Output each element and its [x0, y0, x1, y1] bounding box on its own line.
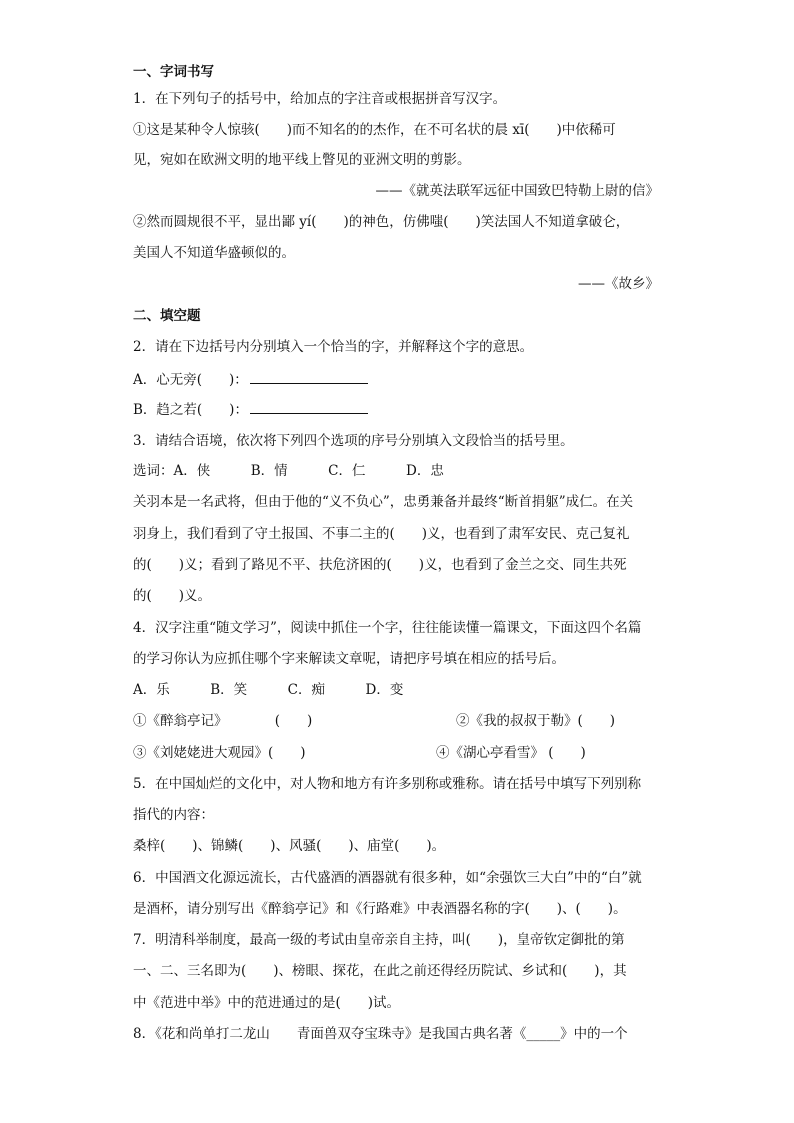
question-2-item-b-label: B．趋之若( )： [133, 402, 248, 418]
section-title-word-writing: 一、字词书写 [133, 64, 214, 80]
question-2-item-a [133, 371, 368, 388]
question-4-item-2: ②《我的叔叔于勒》( ) [456, 713, 616, 729]
question-1-sentence-2-line-1: ②然而圆规很不平，显出鄙 yí( )的神色，仿佛嗤( )笑法国人不知道拿破仑， [133, 214, 630, 230]
question-3-options: 选词：A．侠 B．情 C．仁 D．忠 [133, 463, 444, 479]
question-1-sentence-2-source: ——《故乡》 [578, 276, 659, 292]
question-1-sentence-2-line-2: 美国人不知道华盛顿似的。 [133, 245, 295, 261]
question-3-passage-line-3: 的( )义；看到了路见不平、扶危济困的( )义，也看到了金兰之交、同生共死 [133, 557, 627, 573]
question-5-prompt-line-1: 5．在中国灿烂的文化中，对人物和地方有许多别称或雅称。请在括号中填写下列别称 [133, 776, 642, 792]
question-4-prompt-line-2: 的学习你认为应抓住哪个字来解读文章呢，请把序号填在相应的括号后。 [133, 651, 565, 667]
question-6-line-2: 是酒杯，请分别写出《醉翁亭记》和《行路难》中表酒器名称的字( )、( )。 [133, 901, 627, 917]
question-1-sentence-1-line-2: 见，宛如在欧洲文明的地平线上瞥见的亚洲文明的剪影。 [133, 152, 471, 168]
question-1-prompt: 1．在下列句子的括号中，给加点的字注音或根据拼音写汉字。 [133, 91, 507, 107]
question-1-sentence-1-line-1: ①这是某种令人惊骇( )而不知名的的杰作，在不可名状的晨 xī( )中依稀可 [133, 122, 616, 138]
question-4-item-4: ④《湖心亭看雪》 ( ) [436, 745, 586, 761]
question-3-passage-line-2: 羽身上，我们看到了守土报国、不事二主的( )义，也看到了肃军安民、克己复礼 [133, 526, 630, 542]
answer-blank-line[interactable] [250, 371, 368, 384]
question-7-line-1: 7．明清科举制度，最高一级的考试由皇帝亲自主持，叫( )，皇帝钦定御批的第 [133, 932, 625, 948]
question-4-options: A．乐 B．笑 C．痴 D．变 [133, 682, 404, 698]
question-1-sentence-1-source: ——《就英法联军远征中国致巴特勒上尉的信》 [375, 183, 659, 199]
section-title-fill-blanks: 二、填空题 [133, 308, 201, 324]
question-3-passage-line-4: 的( )义。 [133, 588, 212, 604]
question-4-prompt-line-1: 4．汉字注重“随文学习”，阅读中抓住一个字，往往能读懂一篇课文，下面这四个名篇 [133, 620, 642, 636]
question-2-item-a-label: A．心无旁( )： [133, 372, 248, 388]
question-5-items: 桑梓( )、锦鳞( )、风骚( )、庙堂( )。 [133, 838, 446, 854]
question-5-prompt-line-2: 指代的内容： [133, 807, 214, 823]
question-7-line-2: 一、二、三名即为( )、榜眼、探花，在此之前还得经历院试、乡试和( )，其 [133, 963, 627, 979]
question-6-line-1: 6．中国酒文化源远流长，古代盛酒的酒器就有很多种，如“余强饮三大白”中的“白”就 [133, 870, 642, 886]
question-7-line-3: 中《范进中举》中的范进通过的是( )试。 [133, 995, 401, 1011]
question-4-item-3: ③《刘姥姥进大观园》( ) [133, 745, 306, 761]
question-3-passage-line-1: 关羽本是一名武将，但由于他的“义不负心”，忠勇兼备并最终“断首捐躯”成仁。在关 [133, 494, 634, 510]
question-3-prompt: 3．请结合语境，依次将下列四个选项的序号分别填入文段恰当的括号里。 [133, 433, 574, 449]
question-4-item-1: ①《醉翁亭记》 ( ) [133, 713, 313, 729]
question-2-prompt: 2．请在下边括号内分别填入一个恰当的字，并解释这个字的意思。 [133, 339, 534, 355]
answer-blank-line[interactable] [250, 401, 368, 414]
question-8-line-1: 8．《花和尚单打二龙山 青面兽双夺宝珠寺》是我国古典名著《_____》中的一个 [133, 1026, 628, 1042]
question-2-item-b [133, 401, 368, 418]
